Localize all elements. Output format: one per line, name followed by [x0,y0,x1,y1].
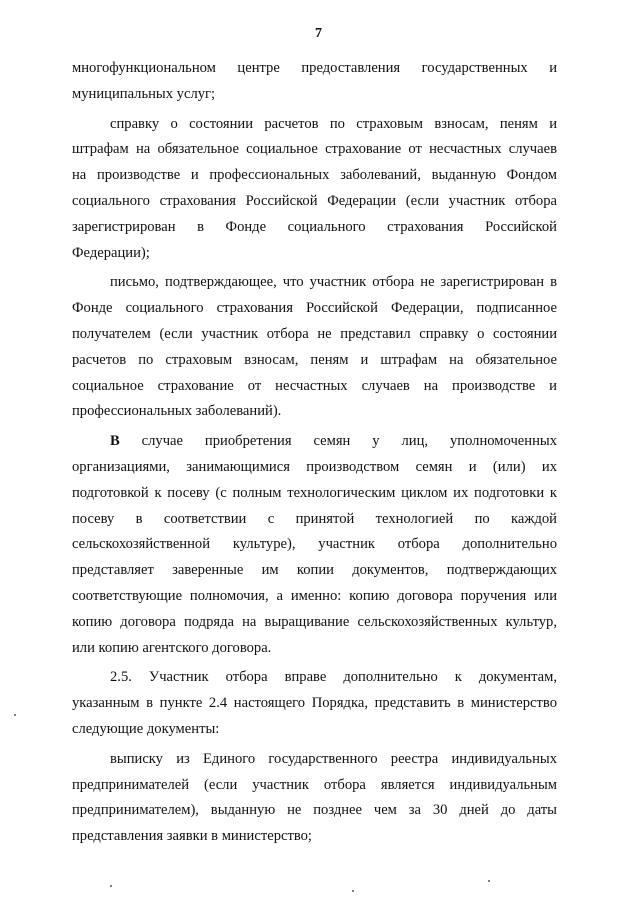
text-line: предпринимателем), выданную не позднее чем за 30 дней до даты [72,802,557,819]
page-number: 7 [315,26,322,41]
text-line: штрафам на обязательное социальное страхование от несчастных случаев [72,141,557,158]
text-line: Фонде социального страхования Российской Федерации, подписанное [72,300,557,317]
bold-lead-letter: В [110,433,120,450]
scan-speck [488,880,490,882]
text-line: соответствующие полномочия, а именно: копию договора поручения или [72,587,557,604]
scan-speck [14,714,16,716]
body-text [72,56,557,850]
text-line: 2.5. Участник отбора вправе дополнительно к документам, [110,669,557,686]
paragraph-egrip-extract [72,747,557,850]
paragraph-not-registered-letter [72,270,557,425]
text-line: сельскохозяйственной культуре), участник отбора дополнительно [72,536,557,553]
text-line: социальное страхование от несчастных случаев на производстве и [72,377,557,394]
text-line: получателем (если участник отбора не представил справку о состоянии [72,325,557,342]
text-line: выписку из Единого государственного реестра индивидуальных [110,750,557,767]
text-line: следующие документы: [72,720,220,737]
text-line: Федерации); [72,244,150,261]
text-line: посеву в соответствии с принятой технологией по каждой [72,510,557,527]
text-line: или копию агентского договора. [72,639,272,656]
text-line: многофункциональном центре предоставления государственных и [72,60,557,76]
paragraph-section-2-5 [72,665,557,742]
text-line: подготовкой к посеву (с полным технологическим циклом их подготовки к [72,484,557,501]
paragraph-fss-certificate [72,112,557,267]
text-line: предпринимателей (если участник отбора является индивидуальным [72,776,557,793]
text-line: копию договора подряда на выращивание сельскохозяйственных культур, [72,613,557,630]
text-line: представления заявки в министерство; [72,828,312,845]
text-line: В случае приобретения семян у лиц, уполномоченных [110,433,557,450]
text-line: на производстве и профессиональных заболеваний, выданную Фондом [72,167,557,184]
text-line: зарегистрирован в Фонде социального страхования Российской [72,218,557,235]
text-line: профессиональных заболеваний). [72,403,282,420]
text-line: представляет заверенные им копии документов, подтверждающих [72,562,557,579]
scan-speck [110,885,112,887]
text-line: справку о состоянии расчетов по страховым взносам, пеням и [110,115,557,132]
scan-speck [352,890,354,892]
text-line: расчетов по страховым взносам, пеням и штрафам на обязательное [72,351,557,368]
text-line: муниципальных услуг; [72,85,216,102]
paragraph-seed-purchase [72,429,557,661]
text-line: указанным в пункте 2.4 настоящего Порядка, представить в министерство [72,695,557,712]
text-line: социального страхования Российской Федерации (если участник отбора [72,192,557,209]
text-line: письмо, подтверждающее, что участник отбора не зарегистрирован в [110,274,557,291]
text-line: организациями, занимающимися производством семян и (или) их [72,458,557,475]
paragraph-mfc-continuation [72,56,557,108]
